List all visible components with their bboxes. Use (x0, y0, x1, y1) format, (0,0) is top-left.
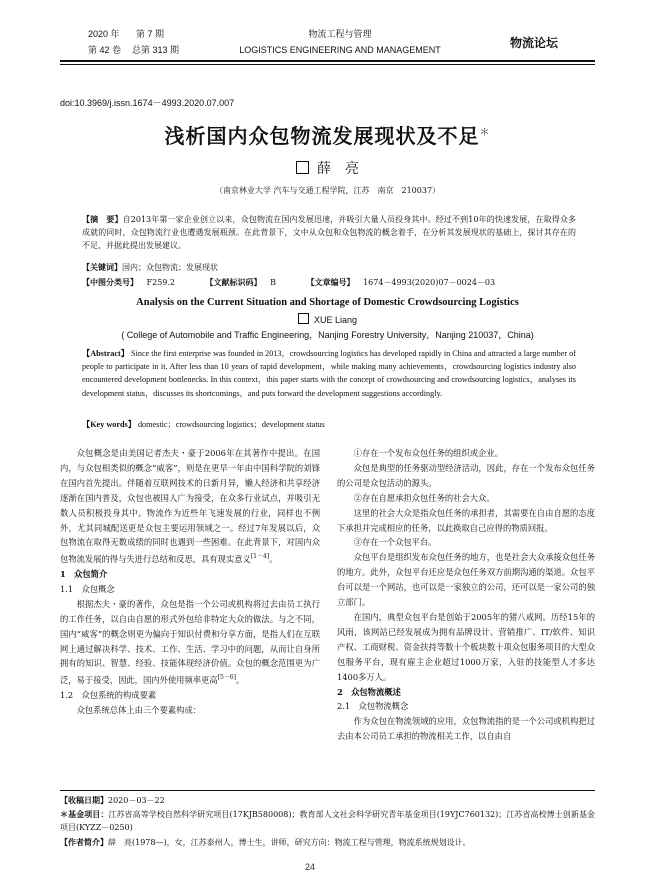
english-author-line (60, 313, 595, 325)
keywords-en-label: 【Key words】 (82, 420, 136, 429)
body-paragraph: 在国内，典型众包平台是创始于2005年的猪八戒网。历经15年的风雨，该网站已经发展成为拥有品牌设计、营销推广、IT/软件、知识产权、工商财税、资金扶持等数十个板块数十项众包服务项目的大型众包服务平台，现有雇主企业超过1000万家，入驻的技能型人才多达1400多万人。 (337, 611, 595, 682)
subsection-heading: 2.1 众包物流概念 (337, 701, 409, 712)
crowdsourcing-concept-text: 根据杰夫・豪的著作，众包是指一个公司或机构将过去由员工执行的工作任务，以自由自愿的形式外包给非特定大众的做法。与之不同，国内“威客”的概念则更为偏向于知识付费和分享方面，是指人们在互联网上通过解决科学、技术、工作、生活、学习中的问题，从而让自身所拥有的知识、智慧、经验、技能体现经济价值。众包的概念范围更为广泛，易于接受，因此，国内外使用频率更高 (60, 598, 320, 686)
english-title: Analysis on the Current Situation and Shortage of Domestic Crowdsourcing Logistics (136, 297, 519, 308)
doc-code-value: B (270, 278, 276, 287)
keywords-en-text: domestic；crowdsourcing logistics；development status (137, 420, 325, 429)
body-paragraph: 作为众包在物流领域的应用，众包物流指的是一个公司或机构把过去由本公司员工承担的物流相关工作，以自由自 (337, 716, 595, 742)
english-author-box-icon (298, 313, 309, 324)
intro-text: 众包概念是由美国记者杰夫・豪于2006年在其著作中提出。在国内，与众包相类似的概念“威客”，则是在更早一年由中国科学院的刘锋在国内首先提出。伴随着互联网技术的日新月异，懒人经济和共享经济逐渐在国内普及，众包也被国人广为接受，在众多行业试点，并吸引无数人员积极投身其中。物流作为近些年飞速发展的行业，同样也不例外，尤其同城配送更是众包主要运用领域之一。经过7年发展以后，众包物流在取得无数成绩的同时也遇到一些困难。在此背景下，对国内众包物流发展的得与失进行总结和反思，具有现实意义 (60, 448, 320, 565)
article-number-label: 【文章编号】 (306, 277, 355, 287)
header-total-issue: 总第 313 期 (132, 45, 180, 55)
section-heading: 2 众包物流概述 (337, 686, 401, 697)
received-label: 【收稿日期】 (60, 795, 108, 805)
clc-value: F259.2 (146, 278, 175, 287)
doi: doi:10.3969/j.issn.1674－4993.2020.07.007 (60, 98, 235, 108)
english-author: XUE Liang (313, 315, 358, 325)
journal-title-cn: 物流工程与管理 (308, 29, 372, 39)
keywords-cn (82, 261, 576, 274)
abstract-en-text: Since the first enterprise was founded in 2013，crowdsourcing logistics has developed rapidly in China and attracted a large number of people to participate in it. After less than 10 years of rapid development，while making many achievements，crowdsourcing logistics industry also encountered development bottlenecks. In this context，this paper starts with the concept of crowdsourcing and crowdsourcing logistics，analyses its development status，discusses its shortcomings，and puts forward the development suggestions accordingly. (82, 349, 576, 398)
body-paragraph: 众包平台是组织发布众包任务的地方，也是社会大众承接众包任务的地方。此外，众包平台还应是众包任务双方前期沟通的渠道。众包平台可以是一个网站，也可以是一家独立的公司，还可以是一家公司的独立部门。 (337, 552, 595, 608)
subsection-heading: 1.1 众包概念 (60, 583, 115, 594)
section-heading: 1 众包简介 (60, 569, 108, 580)
abstract-label: 【摘 要】 (82, 214, 123, 224)
clc-label: 【中图分类号】 (82, 277, 138, 287)
list-item: ③存在一个众包平台。 (353, 537, 437, 548)
left-column (60, 446, 320, 718)
page-number: 24 (305, 862, 316, 872)
citation: [5－6] (217, 674, 236, 682)
body-paragraph: 众包概念是由美国记者杰夫・豪于2006年在其著作中提出。在国内，与众包相类似的概念“威客”，则是在更早一年由中国科学院的刘锋在国内首先提出。伴随着互联网技术的日新月异，懒人经济和共享经济逐渐在国内普及，众包也被国人广为接受，在众多行业试点，并吸引无数人员积极投身其中。物流作为近些年飞速发展的行业，同样也不例外，尤其同城配送更是众包主要运用领域之一。经过7年发展以后，众包物流在取得无数成绩的同时也遇到一些困难。在此背景下，对国内众包物流发展的得与失进行总结和反思，具有现实意义[1－4]。 (60, 448, 320, 565)
author-box-icon (296, 161, 309, 174)
body-paragraph: 根据杰夫・豪的著作，众包是指一个公司或机构将过去由员工执行的工作任务，以自由自愿的形式外包给非特定大众的做法。与之不同，国内“威客”的概念则更为偏向于知识付费和分享方面，是指人们在互联网上通过解决科学、技术、工作、生活、学习中的问题，从而让自身所拥有的知识、智慧、经验、技能体现经济价值。众包的概念范围更为广泛，易于接受，因此，国内外使用频率更高[5－6]。 (60, 598, 320, 686)
classification-line (82, 276, 576, 289)
journal-title-en: LOGISTICS ENGINEERING AND MANAGEMENT (239, 45, 441, 55)
body-paragraph: 众包系统总体上由三个要素构成： (76, 704, 202, 715)
list-item: ①存在一个发布众包任务的组织或企业。 (353, 448, 503, 458)
keywords-en (82, 418, 576, 431)
header-rule-thick (60, 60, 595, 62)
bio-label: 【作者简介】 (60, 837, 108, 847)
body-paragraph: 众包是典型的任务驱动型经济活动，因此，存在一个发布众包任务的公司是众包活动的源头。 (337, 462, 595, 488)
fund-text: 江苏省高等学校自然科学研究项目(17KJB580008)；教育部人文社会科学研究青年基金项目(19YJC760132)；江苏省高校博士创新基金项目(KYZZ－0250) (60, 810, 596, 832)
header-year: 2020 年 (88, 29, 120, 39)
right-column (337, 446, 595, 744)
author-line (60, 158, 595, 178)
keywords-label: 【关键词】 (82, 262, 122, 272)
keywords-text: 国内；众包物流；发展现状 (122, 263, 218, 272)
paper-title-text: 浅析国内众包物流发展现状及不足 (164, 124, 480, 148)
fund-label: ＊基金项目： (60, 809, 109, 819)
citation: [1－4] (250, 553, 270, 561)
column-name: 物流论坛 (510, 36, 559, 50)
list-item: ②存在自愿承担众包任务的社会大众。 (353, 492, 495, 503)
affiliation: （南京林业大学 汽车与交通工程学院，江苏 南京 210037） (214, 186, 441, 195)
title-footnote-mark: ＊ (479, 127, 491, 139)
author-name: 薛 亮 (317, 161, 359, 177)
article-number-value: 1674－4993(2020)07－0024－03 (363, 278, 496, 287)
fund-info (60, 808, 595, 834)
header-rule-thin (60, 64, 595, 65)
author-bio (60, 836, 595, 849)
abstract-text: 自2013年第一家企业创立以来，众包物流在国内发展迅速，并吸引大量人员投身其中。经过不到10年的快速发展，在取得众多成就的同时，众包物流行业也遭遇发展瓶颈。在此背景下，文中从众包和众包物流的概念着手，在分析其发展现状的基础上，探讨其存在的不足，并据此提出发展建议。 (82, 215, 577, 250)
abstract-en (82, 347, 576, 400)
body-paragraph: 这里的社会大众是指众包任务的承担者，其需要在自由自愿的态度下承担并完成相应的任务，以此换取自己应得的物质回报。 (337, 507, 595, 533)
english-affiliation: ( College of Automobile and Traffic Engineering，Nanjing Forestry University，Nanjing 210037，China) (121, 330, 534, 340)
received-date (60, 794, 595, 807)
subsection-heading: 1.2 众包系统的构成要素 (60, 690, 157, 701)
header-volume: 第 42 卷 (88, 45, 122, 55)
received-value: 2020－03－22 (108, 796, 165, 805)
paper-title (60, 120, 595, 149)
footnote-rule (60, 790, 595, 791)
doc-code-label: 【文献标识码】 (205, 277, 262, 287)
abstract-cn (82, 213, 576, 252)
abstract-en-label: 【Abstract】 (82, 349, 129, 358)
header-issue: 第 7 期 (136, 29, 165, 39)
bio-text: 薛 亮(1978—)，女，江苏泰州人，博士生，讲师，研究方向：物流工程与管理，物流系统规划设计。 (108, 838, 471, 847)
